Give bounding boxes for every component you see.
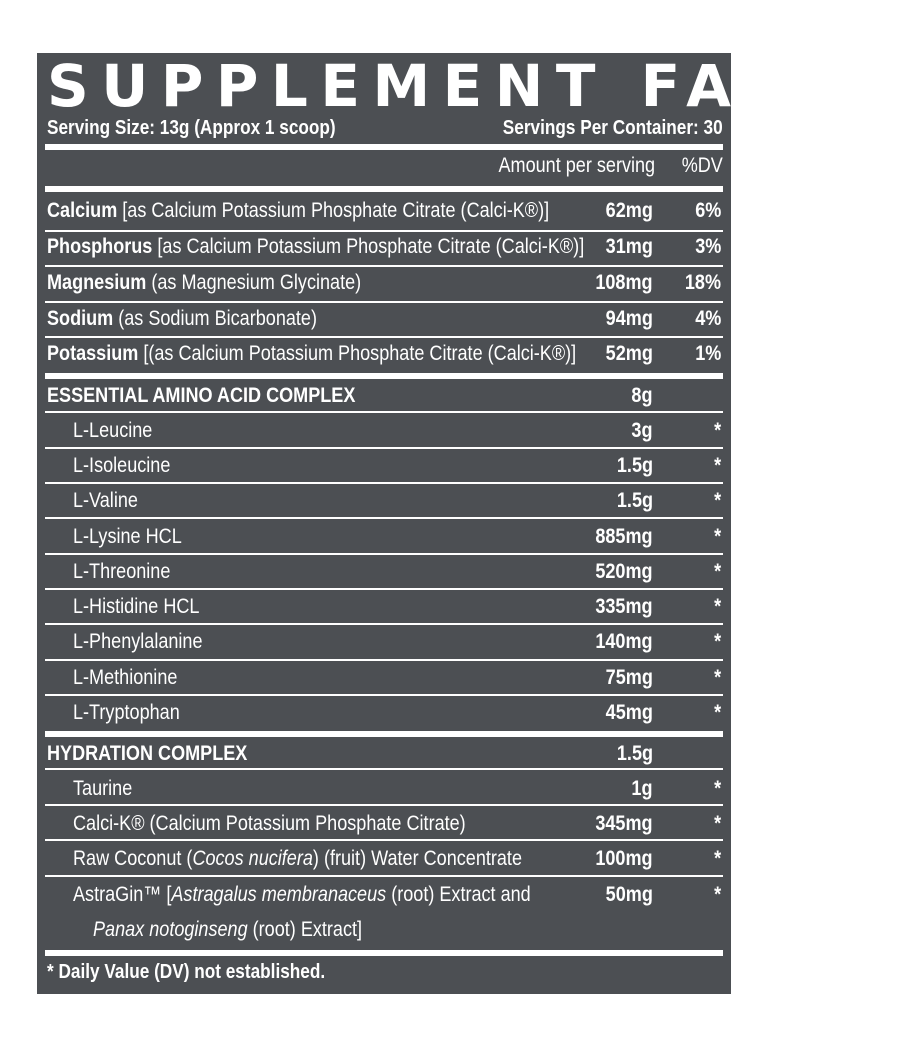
row-divider: [45, 517, 723, 519]
row-divider: [45, 839, 723, 841]
ingredient-dv: *: [713, 595, 721, 618]
nutrient-dv: 4%: [694, 307, 721, 330]
ingredient-name: L-Lysine HCL: [73, 525, 182, 548]
ingredient-name-line2: Panax notoginseng (root) Extract]: [93, 918, 363, 941]
ingredient-name: Taurine: [73, 777, 133, 800]
ingredient-amount: 1.5g: [616, 454, 653, 477]
nutrient-row-potassium: [37, 337, 731, 372]
ingredient-dv: *: [713, 525, 721, 548]
row-divider: [45, 411, 723, 413]
ingredient-amount: 520mg: [595, 560, 653, 583]
ingredient-dv: *: [713, 812, 721, 835]
ingredient-name: Raw Coconut (Cocos nucifera) (fruit) Water Concentrate: [73, 847, 523, 870]
section-amount: 8g: [631, 384, 653, 407]
supplement-facts-panel: [37, 52, 905, 994]
ingredient-row-phenylalanine: [37, 625, 731, 660]
footnote: * Daily Value (DV) not established.: [47, 961, 326, 983]
ingredient-row-astragin: [37, 878, 731, 948]
nutrient-dv: 3%: [694, 235, 721, 258]
nutrient-dv: 18%: [684, 271, 721, 294]
nutrient-row-calcium: [37, 194, 731, 229]
panel-title: SUPPLEMENT FACTS: [47, 52, 905, 120]
ingredient-amount: 885mg: [595, 525, 653, 548]
ingredient-row-coconut-water: [37, 842, 731, 877]
section-row-eaa: [37, 379, 731, 414]
ingredient-amount: 100mg: [595, 847, 653, 870]
ingredient-row-taurine: [37, 772, 731, 807]
nutrient-row-magnesium: [37, 266, 731, 301]
ingredient-name: L-Tryptophan: [73, 701, 180, 724]
ingredient-amount: 75mg: [605, 666, 653, 689]
ingredient-amount: 335mg: [595, 595, 653, 618]
ingredient-dv: *: [713, 847, 721, 870]
ingredient-amount: 45mg: [605, 701, 653, 724]
divider-thick: [45, 950, 723, 956]
ingredient-dv: *: [713, 454, 721, 477]
row-divider: [45, 875, 723, 877]
nutrient-dv: 1%: [694, 342, 721, 365]
ingredient-amount: 140mg: [595, 630, 653, 653]
divider-thick: [45, 186, 723, 192]
ingredient-dv: *: [713, 883, 721, 906]
nutrient-name: Phosphorus [as Calcium Potassium Phosphate Citrate (Calci-K®)]: [47, 235, 585, 258]
ingredient-amount: 345mg: [595, 812, 653, 835]
ingredient-dv: *: [713, 777, 721, 800]
ingredient-amount: 3g: [631, 419, 653, 442]
ingredient-row-calci-k: [37, 807, 731, 842]
servings-per-container: Servings Per Container: 30: [503, 117, 723, 139]
nutrient-amount: 62mg: [605, 199, 653, 222]
ingredient-name-line1: AstraGin™ [Astragalus membranaceus (root) Extract and: [73, 883, 531, 906]
ingredient-name: L-Threonine: [73, 560, 171, 583]
nutrient-row-phosphorus: [37, 230, 731, 265]
ingredient-name: L-Histidine HCL: [73, 595, 200, 618]
ingredient-amount: 50mg: [605, 883, 653, 906]
nutrient-dv: 6%: [694, 199, 721, 222]
dv-header: %DV: [681, 154, 723, 177]
ingredient-name: L-Isoleucine: [73, 454, 171, 477]
ingredient-dv: *: [713, 701, 721, 724]
ingredient-dv: *: [713, 560, 721, 583]
amount-header: Amount per serving: [498, 154, 655, 177]
ingredient-amount: 1g: [631, 777, 653, 800]
ingredient-row-lysine: [37, 520, 731, 555]
ingredient-dv: *: [713, 630, 721, 653]
section-name: ESSENTIAL AMINO ACID COMPLEX: [47, 384, 356, 407]
nutrient-name: Sodium (as Sodium Bicarbonate): [47, 307, 317, 330]
nutrient-name: Calcium [as Calcium Potassium Phosphate Citrate (Calci-K®)]: [47, 199, 550, 222]
nutrient-amount: 94mg: [605, 307, 653, 330]
ingredient-row-leucine: [37, 414, 731, 449]
ingredient-row-tryptophan: [37, 696, 731, 731]
ingredient-row-isoleucine: [37, 449, 731, 484]
section-row-hydration: [37, 737, 731, 772]
ingredient-dv: *: [713, 666, 721, 689]
ingredient-dv: *: [713, 419, 721, 442]
nutrient-amount: 108mg: [595, 271, 653, 294]
divider-thick: [45, 144, 723, 150]
ingredient-row-methionine: [37, 661, 731, 696]
ingredient-name: L-Valine: [73, 489, 138, 512]
ingredient-amount: 1.5g: [616, 489, 653, 512]
section-amount: 1.5g: [616, 742, 653, 765]
nutrient-name: Magnesium (as Magnesium Glycinate): [47, 271, 362, 294]
ingredient-row-histidine: [37, 590, 731, 625]
nutrient-amount: 31mg: [605, 235, 653, 258]
row-divider: [45, 804, 723, 806]
serving-size: Serving Size: 13g (Approx 1 scoop): [47, 117, 336, 139]
nutrient-amount: 52mg: [605, 342, 653, 365]
row-divider: [45, 768, 723, 770]
ingredient-dv: *: [713, 489, 721, 512]
nutrient-row-sodium: [37, 302, 731, 337]
ingredient-name: L-Leucine: [73, 419, 153, 442]
nutrient-name: Potassium [(as Calcium Potassium Phosphate Citrate (Calci-K®)]: [47, 342, 577, 365]
section-name: HYDRATION COMPLEX: [47, 742, 248, 765]
ingredient-name: L-Phenylalanine: [73, 630, 203, 653]
ingredient-row-valine: [37, 484, 731, 519]
ingredient-name: L-Methionine: [73, 666, 178, 689]
ingredient-name: Calci-K® (Calcium Potassium Phosphate Citrate): [73, 812, 466, 835]
ingredient-row-threonine: [37, 555, 731, 590]
